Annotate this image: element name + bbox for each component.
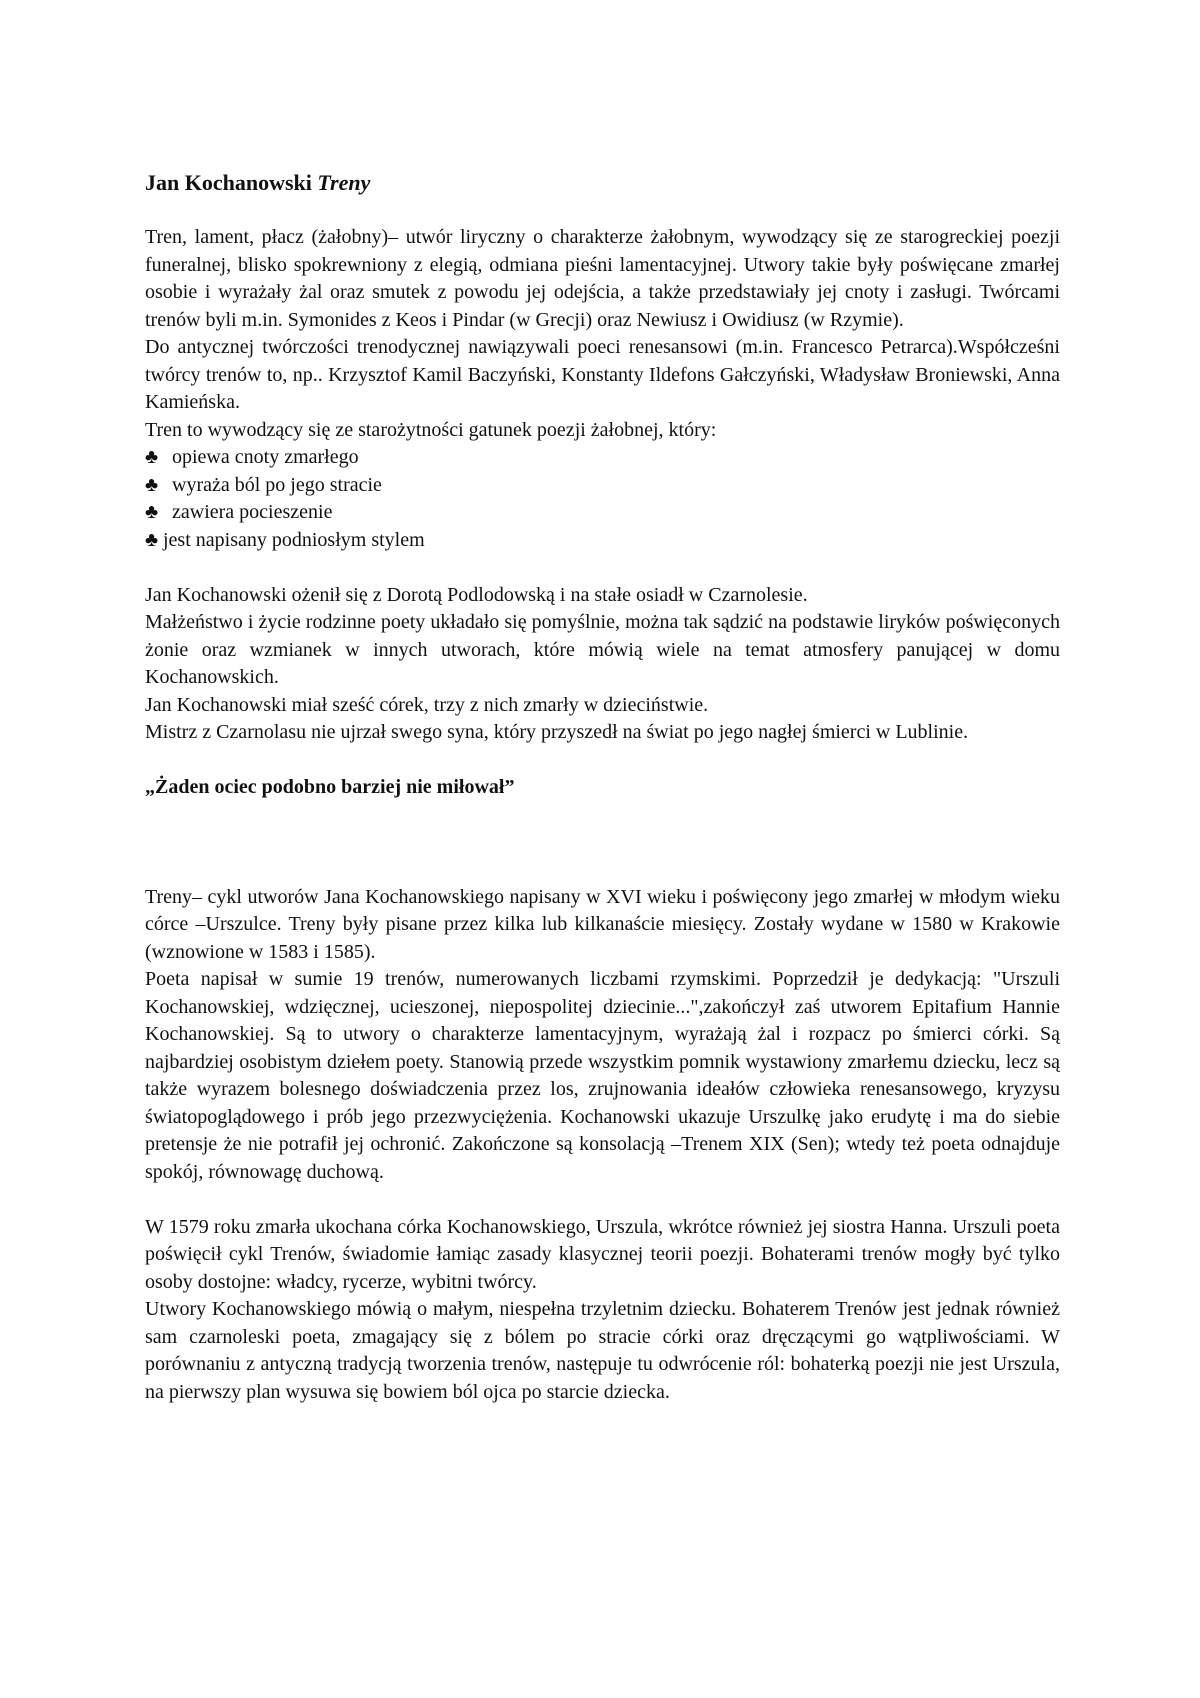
section-quote-heading: „Żaden ociec podobno barziej nie miłował” xyxy=(145,776,515,798)
list-item xyxy=(145,472,1060,500)
paragraph-daughters: Jan Kochanowski miał sześć córek, trzy z nich zmarły w dzieciństwie. xyxy=(145,693,709,716)
list-item-text: opiewa cnoty zmarłego xyxy=(167,446,359,468)
club-icon: ♣ xyxy=(145,446,159,468)
paragraph-treny-structure: Poeta napisał w sumie 19 trenów, numerowanych liczbami rzymskimi. Poprzedził je dedykacją: "Urszuli Kochanowskiej, wdzięcznej, ucieszonej, niepospolitej dziecinie...",zakończył zaś utworem Epitafium Hannie Kochanowskiej. Są to utwory o charakterze lamentacyjnym, wyrażają żal i rozpacz po śmierci córki. Są najbardziej osobistym dziełem poety. Stanowią przede wszystkim pomnik wystawiony zmarłemu dziecku, lecz są także wyrazem bolesnego doświadczenia przez los, zrujnowania ideałów człowieka renesansowego, kryzysu światopoglądowego i prób jego przezwyciężenia. Kochanowski ukazuje Urszulkę jako erudytę i ma do siebie pretensje że nie potrafił jej ochronić. Zakończone są konsolacją –Trenem XIX (Sen); wtedy też poeta odnajduje spokój, równowagę duchową. xyxy=(145,968,1060,1183)
list-item xyxy=(145,499,1060,527)
paragraph-treny-cycle: Treny– cykl utworów Jana Kochanowskiego napisany w XVI wieku i poświęcony jego zmarłej w młodym wieku córce –Urszulce. Treny były pisane przez kilka lub kilkanaście miesięcy. Zostały wydane w 1580 w Krakowie (wznowione w 1583 i 1585). xyxy=(145,885,1060,963)
list-item-text: jest napisany podniosłym stylem xyxy=(163,528,425,551)
page-title xyxy=(145,168,1060,198)
spacer xyxy=(145,1186,1060,1214)
paragraph-poets: Do antycznej twórczości trenodycznej nawiązywali poeci renesansowi (m.in. Francesco Petrarca).Współcześni twórcy trenów to, np.. Krzysztof Kamil Baczyński, Konstanty Ildefons Gałczyński, Władysław Broniewski, Anna Kamieńska. xyxy=(145,336,1060,413)
document-page xyxy=(145,168,1060,1406)
list-item-text: zawiera pocieszenie xyxy=(167,501,333,523)
spacer xyxy=(145,554,1060,582)
club-icon: ♣ xyxy=(145,528,159,551)
paragraph-heroes: Utwory Kochanowskiego mówią o małym, niespełna trzyletnim dziecku. Bohaterem Trenów jest jednak również sam czarnoleski poeta, zmagający się z bólem po stracie córki oraz dręczącymi go wątpliwościami. W porównaniu z antyczną tradycją tworzenia trenów, następuje tu odwrócenie ról: bohaterką poezji nie jest Urszula, na pierwszy plan wysuwa się bowiem ból ojca po starcie dziecka. xyxy=(145,1298,1060,1403)
list-item xyxy=(145,527,1060,555)
club-icon: ♣ xyxy=(145,501,159,523)
paragraph-urszula-death: W 1579 roku zmarła ukochana córka Kochanowskiego, Urszula, wkrótce również jej siostra Hanna. Urszuli poeta poświęcił cykl Trenów, świadomie łamiąc zasady klasycznej teorii poezji. Bohaterami trenów mogły być tylko osoby dostojne: władcy, rycerze, wybitni twórcy. xyxy=(145,1215,1060,1293)
club-icon: ♣ xyxy=(145,473,159,496)
paragraph-family-life: Małżeństwo i życie rodzinne poety układało się pomyślnie, można tak sądzić na podstawie liryków poświęconych żonie oraz wzmianek w innych utworach, które mówią wiele na temat atmosfery panującej w domu Kochanowskich. xyxy=(145,611,1060,688)
paragraph-definition: Tren, lament, płacz (żałobny)– utwór liryczny o charakterze żałobnym, wywodzący się ze starogreckiej poezji funeralnej, blisko spokrewniony z elegią, odmiana pieśni lamentacyjnej. Utwory takie były poświęcane zmarłej osobie i wyrażały żal oraz smutek z powodu jej odejścia, a także przedstawiały jej cnoty i zasługi. Twórcami trenów byli m.in. Symonides z Keos i Pindar (w Grecji) oraz Newiusz i Owidiusz (w Rzymie). xyxy=(145,226,1060,331)
title-author: Jan Kochanowski xyxy=(145,170,312,195)
paragraph-genre: Tren to wywodzący się ze starożytności gatunek poezji żałobnej, który: xyxy=(145,418,717,441)
paragraph-son: Mistrz z Czarnolasu nie ujrzał swego syna, który przyszedł na świat po jego nagłej śmierci w Lublinie. xyxy=(145,721,969,743)
bullet-list xyxy=(145,444,1060,554)
list-item xyxy=(145,444,1060,472)
spacer xyxy=(145,802,1060,884)
title-work: Treny xyxy=(317,170,371,195)
paragraph-marriage: Jan Kochanowski ożenił się z Dorotą Podlodowską i na stałe osiadł w Czarnolesie. xyxy=(145,583,808,606)
list-item-text: wyraża ból po jego stracie xyxy=(167,473,382,496)
spacer xyxy=(145,747,1060,775)
